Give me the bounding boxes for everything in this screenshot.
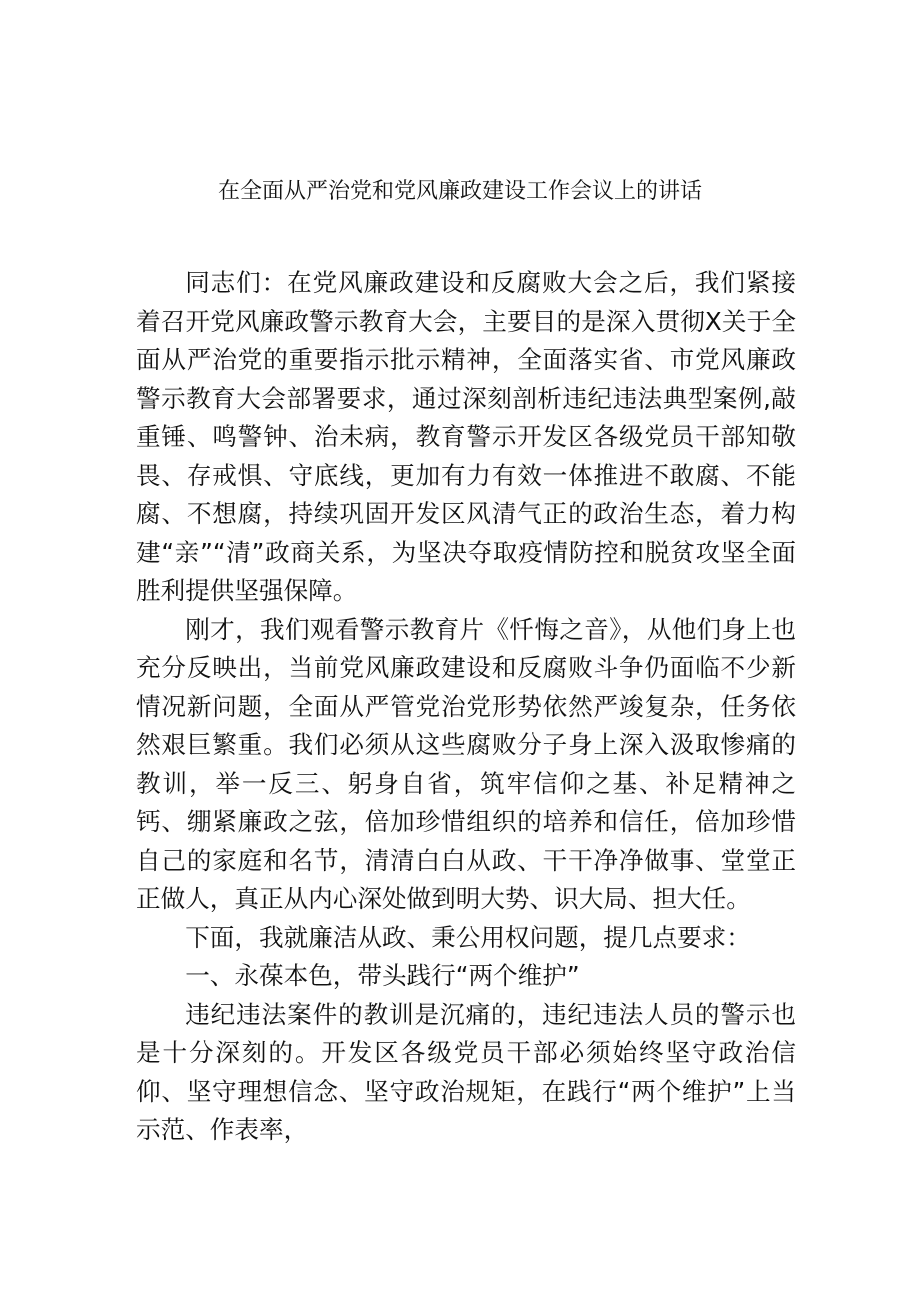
section-heading-1: 一、永葆本色，带头践行“两个维护” (185, 961, 580, 990)
paragraph-opening: 同志们：在党风廉政建设和反腐败大会之后，我们紧接着召开党风廉政警示教育大会，主要目的是深入贯彻X关于全面从严治党的重要指示批示精神，全面落实省、市党风廉政警示教育大会部署要求，通过深刻剖析违纪违法典型案例,敲重锤、鸣警钟、治未病，教育警示开发区各级党员干部知敬畏、存戒惧、守底线，更加有力有效一体推进不敢腐、不能腐、不想腐，持续巩固开发区风清气正的政治生态，着力构建“亲”“清”政商关系，为坚决夺取疫情防控和脱贫攻坚全面胜利提供坚强保障。 (136, 268, 796, 605)
document-title: 在全面从严治党和党风廉政建设工作会议上的讲话 (217, 179, 702, 204)
paragraph-warning-film: 刚才，我们观看警示教育片《忏悔之音》，从他们身上也充分反映出，当前党风廉政建设和反腐败斗争仍面临不少新情况新问题，全面从严管党治党形势依然严竣复杂，任务依然艰巨繁重。我们必须从这些腐败分子身上深入汲取惨痛的教训，举一反三、躬身自省，筑牢信仰之基、补足精神之钙、绷紧廉政之弦，倍加珍惜组织的培养和信任，倍加珍惜自己的家庭和名节，清清白白从政、干干净净做事、堂堂正正做人，真正从内心深处做到明大势、识大局、担大任。 (136, 614, 796, 913)
paragraph-requirements-intro: 下面，我就廉洁从政、秉公用权问题，提几点要求： (185, 922, 751, 952)
document-body (136, 264, 796, 1150)
paragraph-section-1: 违纪违法案件的教训是沉痛的，违纪违法人员的警示也是十分深刻的。开发区各级党员干部必须始终坚守政治信仰、坚守理想信念、坚守政治规矩，在践行“两个维护”上当示范、作表率， (136, 999, 796, 1144)
